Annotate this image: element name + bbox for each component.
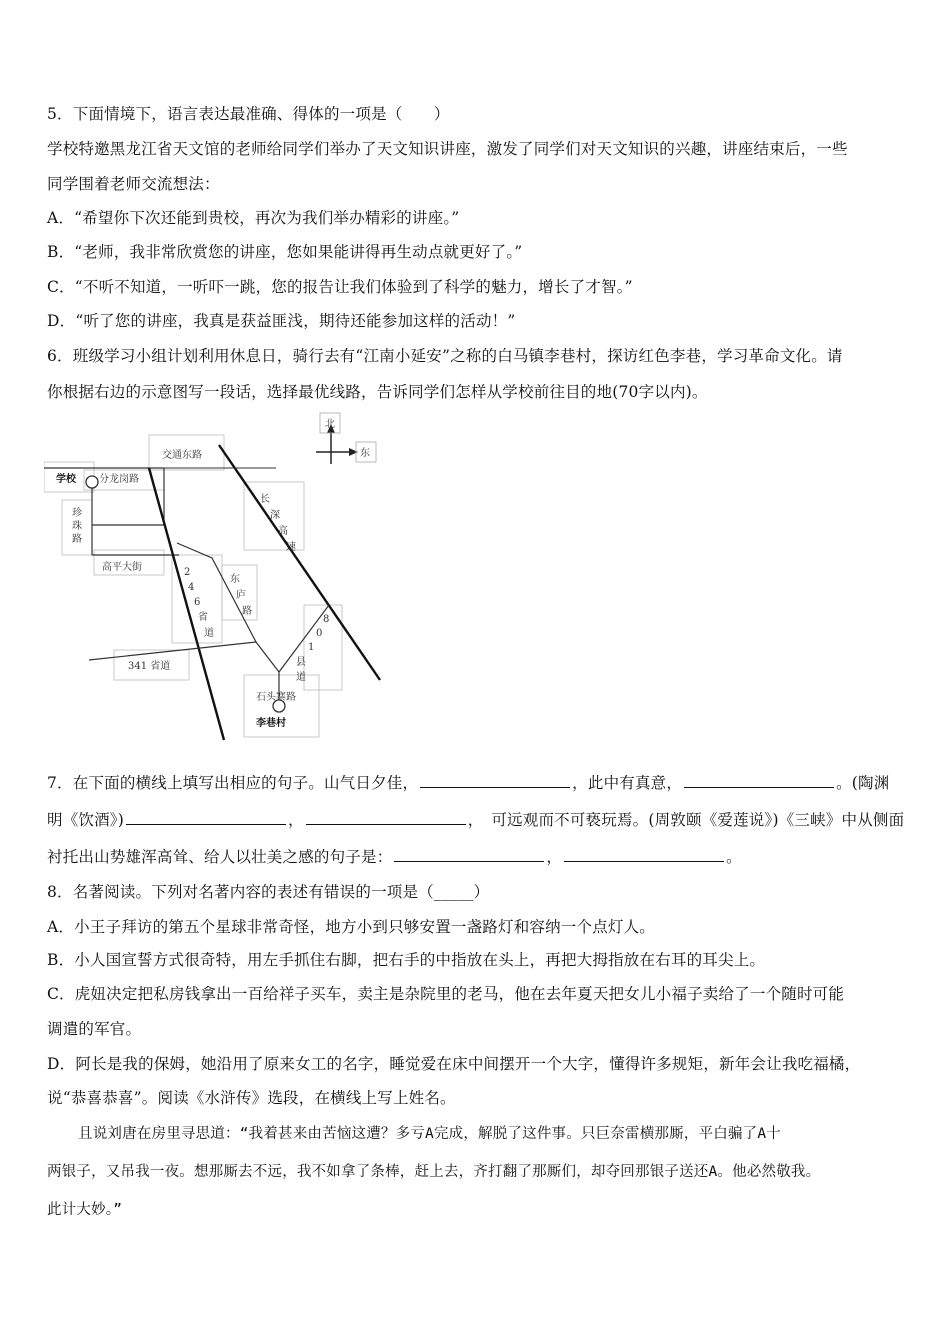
q6-stem-2: 你根据右边的示意图写一段话，选择最优线路，告诉同学们怎样从学校前往目的地(70字以内)。	[47, 383, 708, 401]
q8-option-d-1: D．阿长是我的保姆，她沿用了原来女工的名字，睡觉爱在床中间摆开一个大字，懂得许多规矩，新年会让我吃福橘，	[47, 1055, 861, 1073]
q7-text-4: 明《饮酒》)	[47, 811, 124, 829]
q8-stem: 8．名著阅读。下列对名著内容的表述有错误的一项是（_____）	[47, 883, 490, 901]
svg-text:东: 东	[230, 574, 240, 585]
svg-text:4: 4	[188, 582, 195, 593]
passage-line-1: 且说刘唐在房里寻思道：“我着甚来由苦恼这遭？多亏A完成，解脱了这件事。只巨奈雷横那厮，平白骗了A十	[78, 1126, 781, 1142]
donglu-label	[230, 572, 252, 617]
q5-context-1: 学校特邀黑龙江省天文馆的老师给同学们举办了天文知识讲座，激发了同学们对天文知识的兴趣，讲座结束后，一些	[47, 140, 848, 158]
q7-line-2	[47, 808, 904, 830]
svg-text:路: 路	[72, 534, 82, 545]
svg-text:道: 道	[204, 628, 214, 639]
q7-blank-4[interactable]	[306, 823, 466, 825]
road-donglu	[177, 543, 279, 672]
svg-text:0: 0	[316, 628, 323, 639]
q6-stem-1: 6．班级学习小组计划利用休息日，骑行去有“江南小延安”之称的白马镇李巷村，探访红色李巷，学习革命文化。请	[47, 347, 843, 365]
q5-option-a: A．“希望你下次还能到贵校，再次为我们举办精彩的讲座。”	[47, 209, 460, 227]
q7-text-2: ，此中有真意，	[572, 774, 683, 792]
svg-text:庐: 庐	[236, 590, 246, 601]
zhenzhu-label	[72, 506, 82, 545]
q5-stem: 5．下面情境下，语言表达最准确、得体的一项是（ ）	[47, 105, 450, 123]
q7-blank-6[interactable]	[564, 860, 724, 862]
q7-line-3	[47, 845, 742, 867]
q7-text-9: 。	[726, 848, 742, 866]
q7-text-7: 衬托出山势雄浑高耸、给人以壮美之感的句子是：	[47, 848, 393, 866]
q7-text-5: ，	[288, 811, 304, 829]
svg-text:高: 高	[278, 526, 288, 537]
svg-text:县: 县	[296, 657, 306, 668]
q8-option-d-2: 说“恭喜恭喜”。阅读《水浒传》选段，在横线上写上姓名。	[47, 1089, 456, 1107]
road801-label	[296, 614, 329, 683]
q7-blank-5[interactable]	[394, 860, 544, 862]
fenlonggang-label: 分龙岗路	[99, 474, 139, 485]
q7-line-1	[47, 771, 889, 793]
school-label: 学校	[56, 474, 76, 485]
q7-text-1: 7．在下面的横线上填写出相应的句子。山气日夕佳，	[47, 774, 419, 792]
q8-option-c-1: C．虎妞决定把私房钱拿出一百给祥子买车，卖主是杂院里的老马，他在去年夏天把女儿小福子卖给了一个随时可能	[47, 985, 845, 1003]
lixiang-label: 李巷村	[256, 718, 286, 729]
compass-east-arrow	[349, 448, 358, 456]
school-marker	[86, 476, 98, 488]
compass-east-label: 东	[360, 448, 370, 459]
q7-text-6: ， 可远观而不可亵玩焉。(周敦颐《爱莲说》)《三峡》中从侧面	[467, 811, 905, 829]
passage-line-2: 两银子，又吊我一夜。想那厮去不远，我不如拿了条棒，赶上去，齐打翻了那厮们，却夺回那银子送还A。他必然敬我。	[47, 1164, 821, 1180]
road341-label: 341 省道	[128, 661, 171, 672]
q5-option-c: C．“不听不知道，一听吓一跳，您的报告让我们体验到了科学的魅力，增长了才智。”	[47, 278, 633, 296]
svg-text:深: 深	[270, 510, 280, 521]
svg-text:省: 省	[198, 612, 208, 623]
q7-blank-2[interactable]	[684, 786, 834, 788]
q5-context-2: 同学围着老师交流想法：	[47, 175, 220, 193]
passage-line-3: 此计大妙。”	[47, 1202, 123, 1218]
svg-text:长: 长	[260, 494, 270, 505]
svg-text:路: 路	[242, 606, 252, 617]
q8-option-a: A．小王子拜访的第五个星球非常奇怪，地方小到只够安置一盏路灯和容纳一个点灯人。	[47, 918, 655, 936]
svg-text:珠: 珠	[72, 521, 82, 532]
changshen-label	[260, 493, 296, 553]
road-246	[149, 468, 224, 740]
gaoping-label: 高平大街	[102, 562, 142, 573]
svg-text:速: 速	[286, 542, 296, 553]
compass-north-label: 北	[325, 419, 335, 430]
q7-text-3: 。(陶渊	[836, 774, 890, 792]
route-map-diagram	[44, 410, 389, 745]
road246-label	[184, 567, 214, 639]
svg-text:6: 6	[194, 597, 201, 608]
q8-option-b: B．小人国宣誓方式很奇特，用左手抓住右脚，把右手的中指放在头上，再把大拇指放在右耳的耳尖上。	[47, 951, 766, 969]
q7-blank-1[interactable]	[420, 786, 570, 788]
q5-option-b: B．“老师，我非常欣赏您的讲座，您如果能讲得再生动点就更好了。”	[47, 243, 523, 261]
svg-text:珍: 珍	[72, 508, 82, 519]
jiaotong-label: 交通东路	[162, 450, 202, 461]
q8-option-c-2: 调遣的军官。	[47, 1020, 142, 1038]
svg-text:1: 1	[308, 642, 315, 653]
svg-text:2: 2	[184, 567, 191, 578]
q5-option-d: D．“听了您的讲座，我真是获益匪浅，期待还能参加这样的活动！”	[47, 312, 516, 330]
q7-blank-3[interactable]	[126, 823, 286, 825]
shitou-label: 石头寨路	[256, 692, 296, 703]
q7-text-8: ，	[546, 848, 563, 866]
svg-text:8: 8	[323, 614, 330, 625]
svg-text:道: 道	[296, 672, 306, 683]
